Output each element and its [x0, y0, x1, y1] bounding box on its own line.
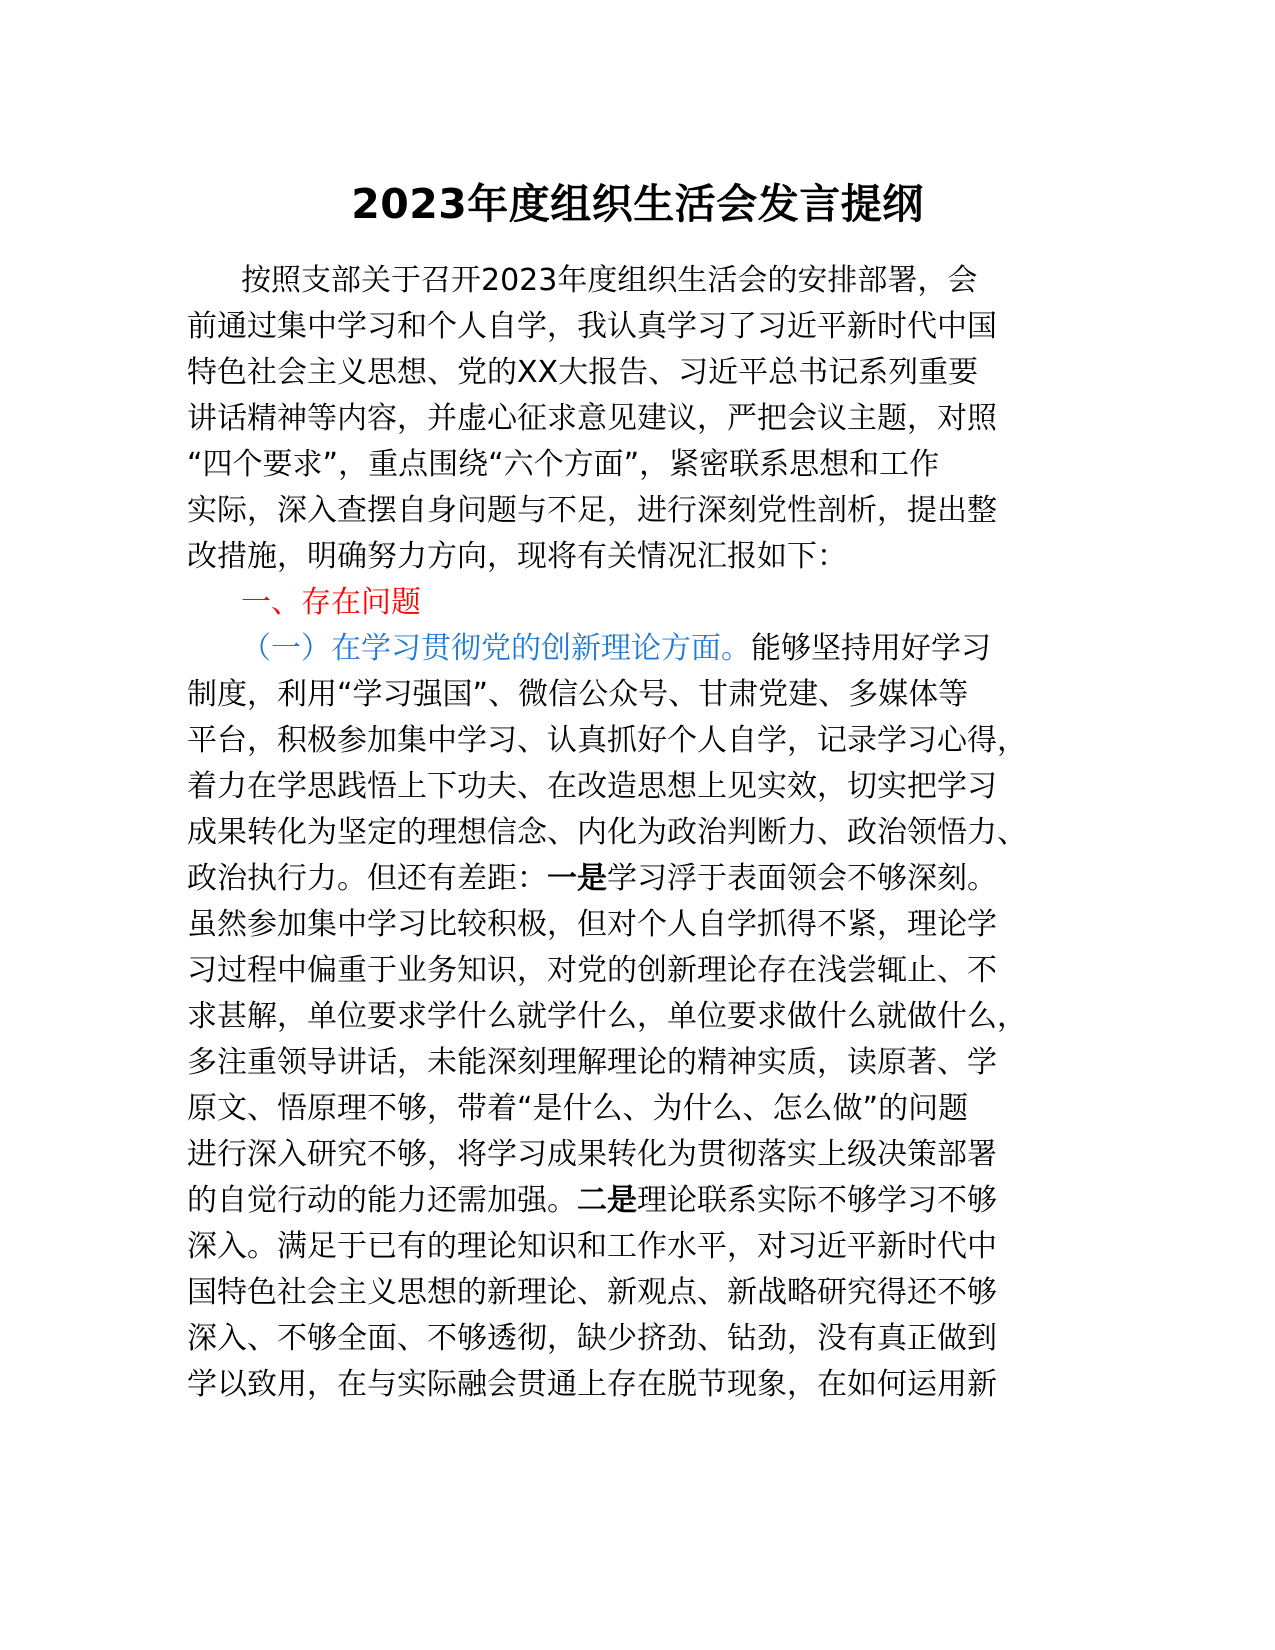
paragraph-line: 制度，利用“学习强国”、微信公众号、甘肃党建、多媒体等 — [187, 677, 969, 712]
paragraph-line: 国特色社会主义思想的新理论、新观点、新战略研究得还不够 — [187, 1275, 997, 1310]
paragraph-line: 多注重领导讲话，未能深刻理解理论的精神实质，读原著、学 — [187, 1045, 997, 1080]
line-prefix: 的自觉行动的能力还需加强。 — [187, 1183, 577, 1218]
paragraph-line: 成果转化为坚定的理想信念、内化为政治判断力、政治领悟力、 — [187, 815, 1027, 850]
paragraph-line: 深入。满足于已有的理论知识和工作水平，对习近平新时代中 — [187, 1229, 997, 1264]
paragraph-line: 着力在学思践悟上下功夫、在改造思想上见实效，切实把学习 — [187, 769, 997, 804]
paragraph-line: 进行深入研究不够，将学习成果转化为贯彻落实上级决策部署 — [187, 1137, 997, 1172]
line-prefix: 政治执行力。但还有差距： — [187, 861, 547, 896]
intro-line: 前通过集中学习和个人自学，我认真学习了习近平新时代中国 — [187, 309, 997, 344]
intro-line: “四个要求”，重点围绕“六个方面”，紧密联系思想和工作 — [187, 447, 940, 482]
intro-line: 讲话精神等内容，并虚心征求意见建议，严把会议主题，对照 — [187, 401, 997, 436]
intro-line: 实际，深入查摆自身问题与不足，进行深刻党性剖析，提出整 — [187, 493, 997, 528]
line-suffix: 理论联系实际不够学习不够 — [637, 1183, 997, 1218]
intro-line: 特色社会主义思想、党的XX大报告、习近平总书记系列重要 — [187, 355, 979, 390]
document-title: 2023年度组织生活会发言提纲 — [351, 180, 924, 228]
paragraph-line: 学以致用，在与实际融会贯通上存在脱节现象，在如何运用新 — [187, 1367, 997, 1402]
paragraph-line: 虽然参加集中学习比较积极，但对个人自学抓得不紧，理论学 — [187, 907, 997, 942]
intro-line: 改措施，明确努力方向，现将有关情况汇报如下： — [187, 539, 847, 574]
point2-label: 二是 — [577, 1183, 637, 1218]
paragraph-line: 原文、悟原理不够，带着“是什么、为什么、怎么做”的问题 — [187, 1091, 969, 1126]
paragraph-line: 平台，积极参加集中学习、认真抓好个人自学，记录学习心得， — [187, 723, 1027, 758]
paragraph-line: 习过程中偏重于业务知识，对党的创新理论存在浅尝辄止、不 — [187, 953, 997, 988]
subsection-first-line — [187, 626, 1107, 672]
point1-label: 一是 — [547, 861, 607, 896]
section-heading: 一、存在问题 — [241, 585, 421, 620]
subsection-heading: （一）在学习贯彻党的创新理论方面。 — [241, 631, 751, 666]
paragraph-line-point2 — [187, 1178, 1107, 1224]
paragraph-line: 深入、不够全面、不够透彻，缺少挤劲、钻劲，没有真正做到 — [187, 1321, 997, 1356]
paragraph-line-point1 — [187, 856, 1107, 902]
subsection-first-line-rest: 能够坚持用好学习 — [751, 631, 991, 666]
paragraph-line: 求甚解，单位要求学什么就学什么，单位要求做什么就做什么， — [187, 999, 1027, 1034]
intro-line: 按照支部关于召开2023年度组织生活会的安排部署，会 — [241, 263, 978, 298]
line-suffix: 学习浮于表面领会不够深刻。 — [607, 861, 997, 896]
document-body — [187, 258, 1107, 1408]
